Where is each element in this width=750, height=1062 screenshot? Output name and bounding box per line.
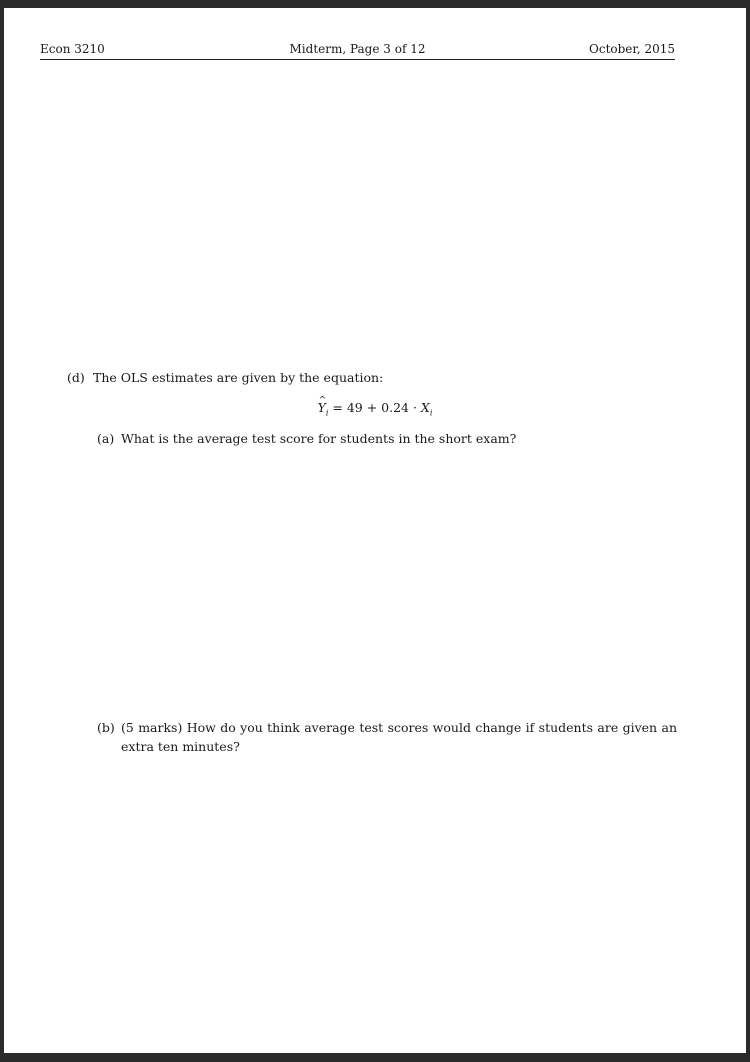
question-d-text: The OLS estimates are given by the equation: [93, 370, 384, 385]
sub-question-a [97, 431, 516, 447]
page-label: Midterm, Page 3 of 12 [289, 42, 426, 56]
sub-question-b-text: (5 marks) How do you think average test scores would change if students are given an extra ten minutes? [121, 720, 677, 754]
exam-date: October, 2015 [589, 42, 675, 56]
exam-page [4, 8, 746, 1053]
sub-question-a-text: What is the average test score for students in the short exam? [121, 431, 517, 446]
course-code: Econ 3210 [40, 42, 105, 56]
sub-question-b-marker: (b) [97, 720, 115, 735]
equation-middle: = 49 + 0.24 · [328, 400, 421, 415]
equation-lhs-var: ^ Y [318, 400, 326, 416]
page-header [40, 41, 675, 60]
sub-question-a-marker: (a) [97, 431, 115, 446]
question-d-marker: (d) [67, 370, 85, 385]
equation-rhs-sub: i [429, 408, 433, 418]
sub-question-b [97, 718, 687, 756]
question-d [67, 370, 383, 386]
equation-rhs-var: X [420, 400, 430, 415]
ols-equation [4, 400, 746, 422]
equation-lhs-sub: i [325, 408, 329, 418]
